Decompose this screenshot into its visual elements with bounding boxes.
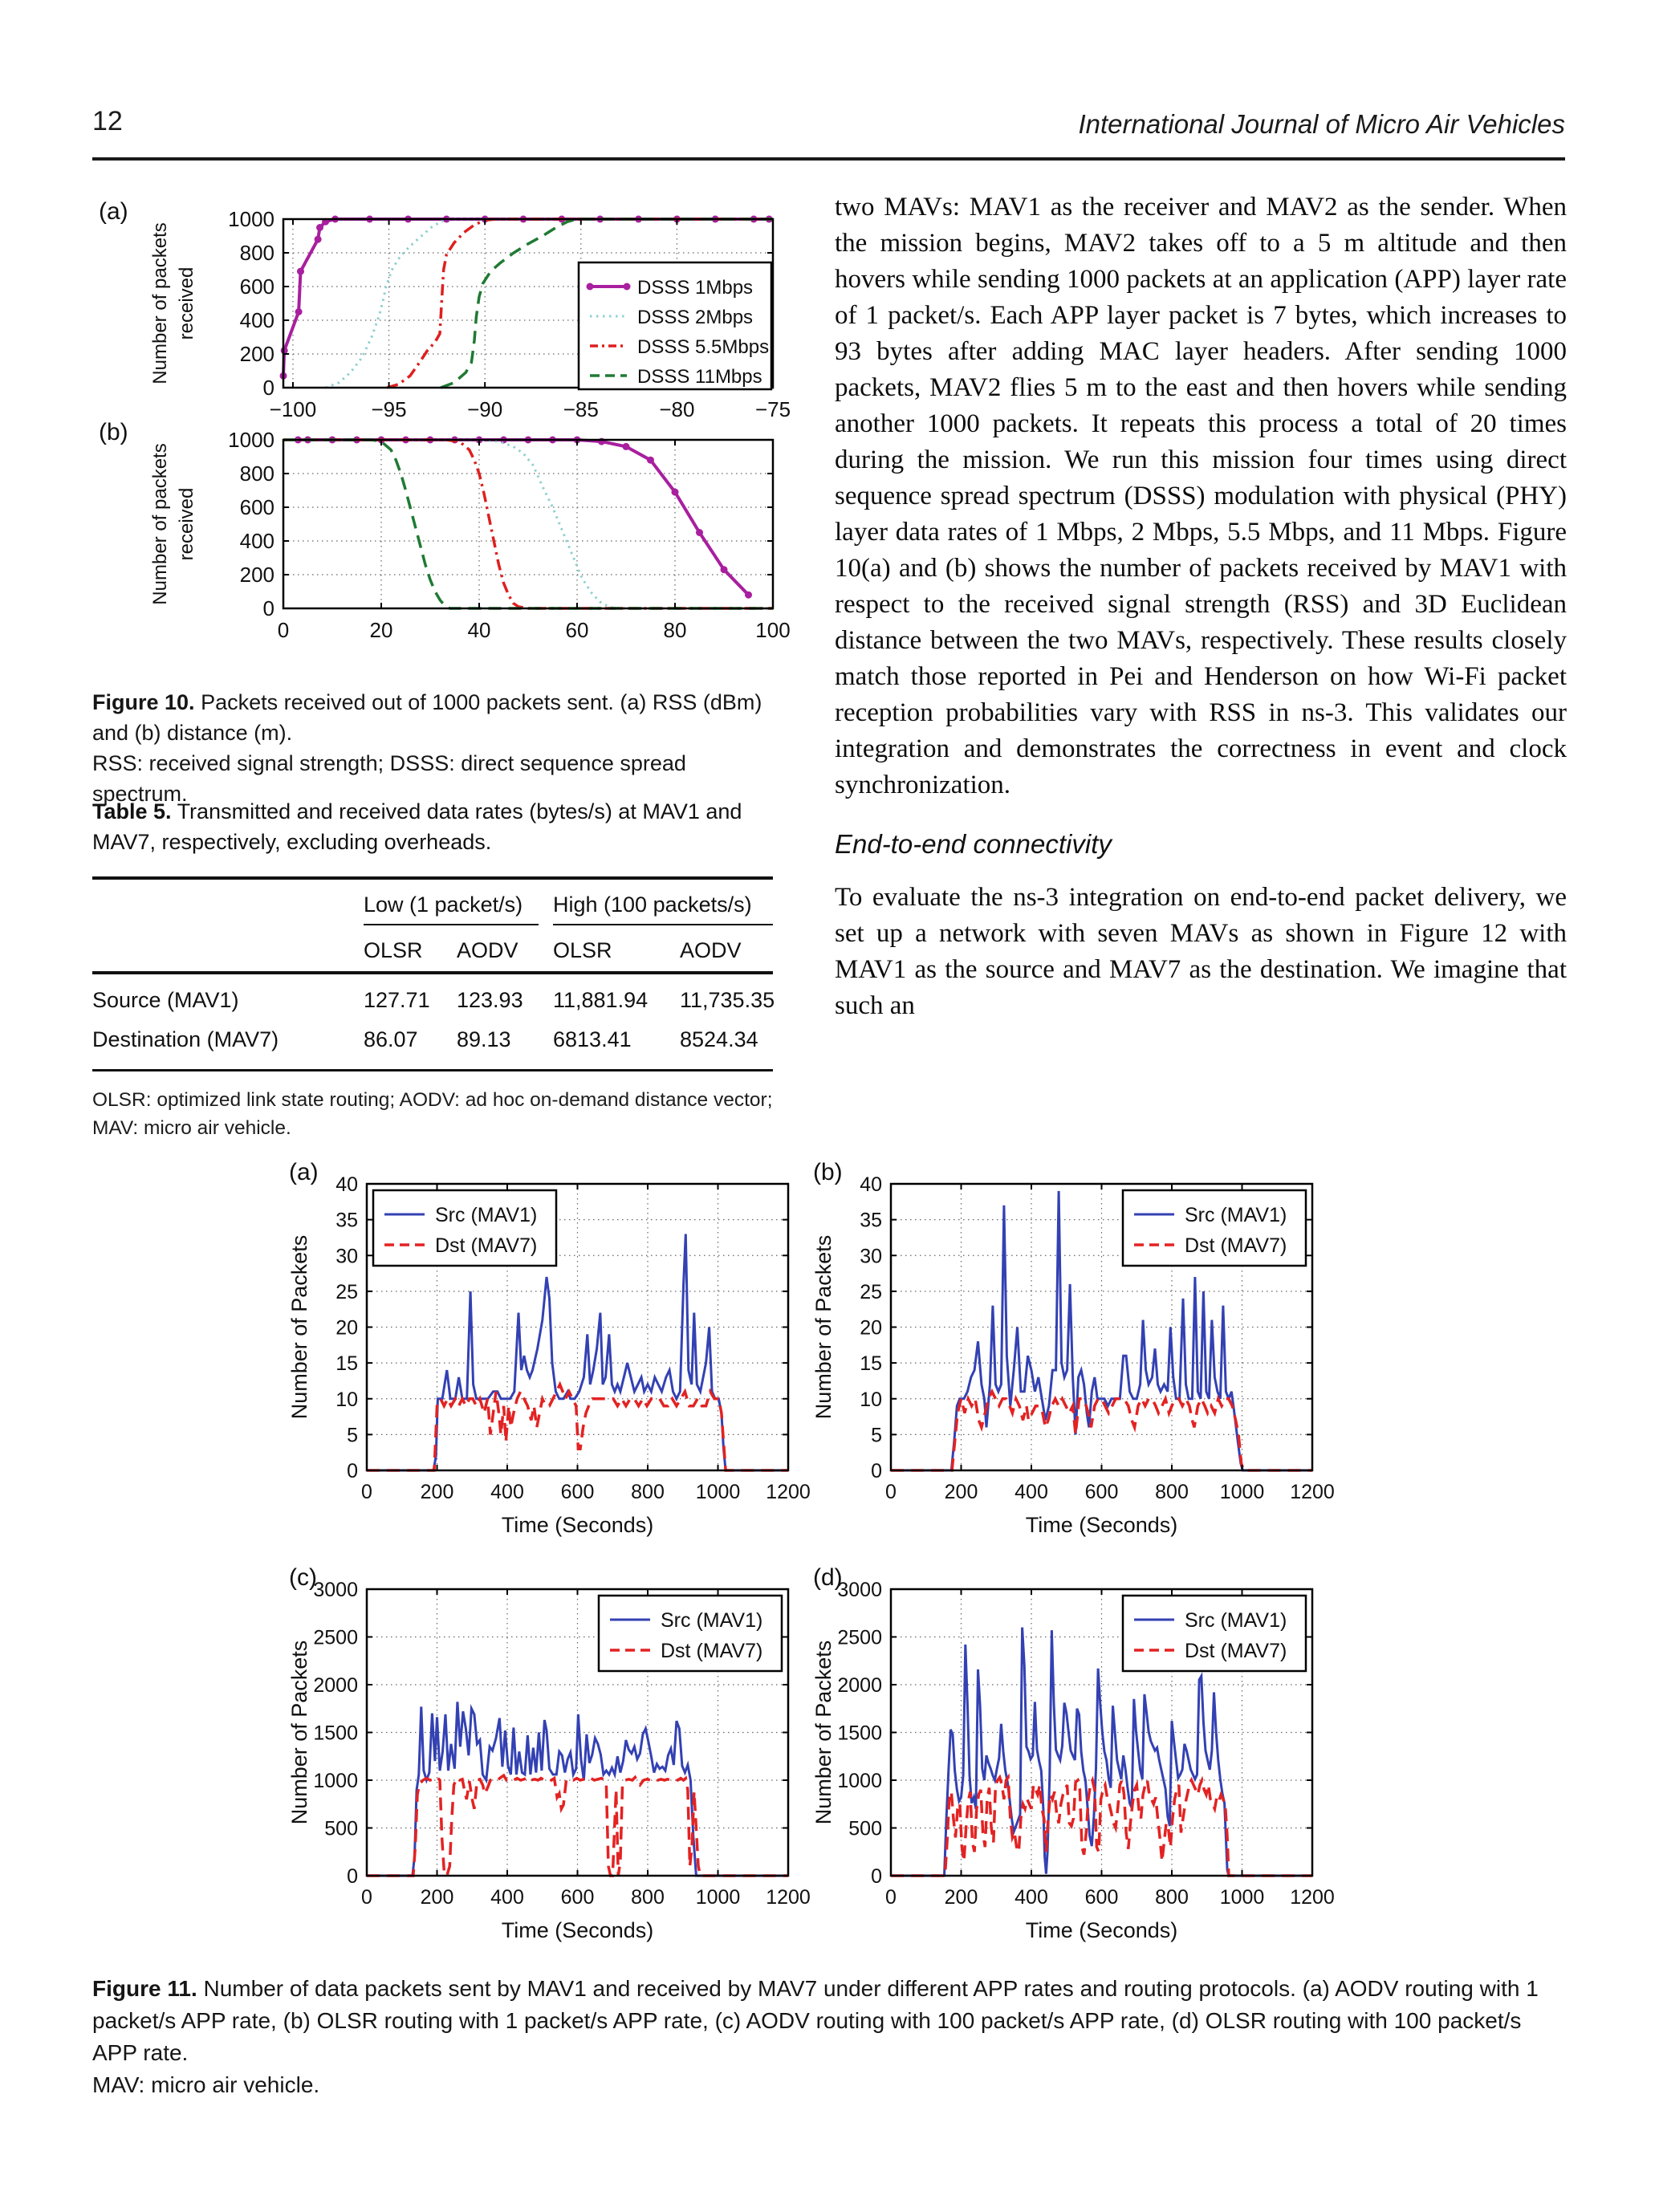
table5-cell: 123.93 — [457, 988, 523, 1012]
svg-text:800: 800 — [239, 462, 274, 486]
svg-text:−95: −95 — [371, 397, 407, 421]
svg-text:1000: 1000 — [1219, 1481, 1265, 1503]
fig11-panel-b-tag: (b) — [813, 1159, 843, 1185]
svg-text:5: 5 — [871, 1424, 882, 1447]
table5-group-row — [92, 880, 773, 925]
svg-text:Src (MAV1): Src (MAV1) — [1185, 1204, 1287, 1226]
fig11-panel-c-tag: (c) — [289, 1564, 317, 1591]
figure10-caption-note: RSS: received signal strength; DSSS: direct sequence spread spectrum. — [92, 751, 686, 806]
table5-group-low: Low (1 packet/s) — [364, 880, 539, 925]
svg-text:1000: 1000 — [228, 428, 274, 452]
svg-text:Dst (MAV7): Dst (MAV7) — [1185, 1640, 1287, 1662]
svg-text:0: 0 — [871, 1460, 882, 1482]
series-group — [283, 437, 773, 609]
series-DSSS 11Mbps — [283, 440, 773, 608]
svg-text:Src (MAV1): Src (MAV1) — [1185, 1609, 1287, 1632]
table5-header-aodv-low: AODV — [457, 938, 518, 962]
svg-text:Dst (MAV7): Dst (MAV7) — [1185, 1234, 1287, 1257]
svg-text:DSSS 5.5Mbps: DSSS 5.5Mbps — [637, 336, 770, 358]
body-paragraph-1: two MAVs: MAV1 as the receiver and MAV2 as the sender. When the mission begins, MAV2 takes off to a 5 m altitude and then hovers while sending 1000 packets at an application (APP) layer rate of 1 packet/s. Each APP layer packet is 7 bytes, which increases to 93 bytes after adding MAC layer headers. After sending 1000 packets, MAV2 flies 5 m to the east and then hovers while sending another 1000 packets. It repeats this process a total of 20 times during the mission. We run this mission four times using direct sequence spread spectrum (DSSS) modulation with physical (PHY) layer data rates of 1 Mbps, 2 Mbps, 5.5 Mbps, and 11 Mbps. Figure 10(a) and (b) shows the number of packets received by MAV1 with respect to the received signal strength (RSS) and 3D Euclidean distance between the two MAVs, respectively. These results closely match those reported in Pei and Henderson on how Wi-Fi packet reception probabilities vary with RSS in ns-3. This validates our integration and demonstrates the correctness in event and clock synchronization. — [835, 193, 1567, 799]
y-axis-label: Number of packets — [149, 443, 171, 605]
svg-text:600: 600 — [560, 1886, 595, 1909]
figure11-caption-label: Figure 11. — [92, 1976, 197, 2001]
series-DSSS 1Mbps — [298, 440, 748, 595]
table5-cell: 89.13 — [457, 1027, 511, 1051]
table5-row-destination-label: Destination (MAV7) — [92, 1027, 279, 1051]
body-column — [835, 189, 1567, 1024]
table5-title-text: Transmitted and received data rates (bytes/s) at MAV1 and MAV7, respectively, excluding overheads. — [92, 799, 742, 854]
series-DSSS 2Mbps — [283, 440, 773, 608]
svg-text:1000: 1000 — [228, 207, 274, 231]
svg-text:30: 30 — [335, 1245, 358, 1268]
figure11-panel-b-chart — [807, 1153, 1335, 1555]
svg-text:600: 600 — [1084, 1886, 1119, 1909]
y-axis-label: received — [176, 487, 197, 561]
svg-text:80: 80 — [663, 618, 687, 642]
svg-text:0: 0 — [347, 1460, 358, 1482]
svg-text:200: 200 — [420, 1886, 454, 1909]
svg-text:0: 0 — [262, 376, 274, 400]
svg-text:1200: 1200 — [766, 1886, 811, 1909]
svg-text:35: 35 — [860, 1209, 882, 1232]
legend — [373, 1190, 556, 1266]
svg-text:1000: 1000 — [1219, 1886, 1265, 1909]
table5-row-source — [92, 974, 773, 1020]
svg-text:−80: −80 — [659, 397, 695, 421]
svg-text:0: 0 — [871, 1865, 882, 1888]
table5-title-label: Table 5. — [92, 799, 172, 823]
svg-text:400: 400 — [239, 529, 274, 553]
svg-text:20: 20 — [335, 1316, 358, 1340]
legend — [599, 1596, 782, 1671]
svg-text:25: 25 — [335, 1280, 358, 1303]
table5 — [92, 796, 773, 1142]
y-axis-label: received — [176, 266, 197, 340]
figure10-caption — [92, 687, 784, 809]
table5-cell: 8524.34 — [680, 1027, 758, 1051]
x-axis-label: Time (Seconds) — [1025, 1918, 1178, 1942]
svg-text:800: 800 — [631, 1481, 665, 1503]
svg-text:2500: 2500 — [313, 1626, 358, 1649]
figure11-panel-a-chart — [283, 1153, 811, 1555]
svg-text:DSSS 11Mbps: DSSS 11Mbps — [637, 366, 762, 388]
table5-cell: 11,881.94 — [553, 988, 649, 1012]
svg-text:0: 0 — [885, 1886, 897, 1909]
svg-text:2500: 2500 — [837, 1626, 882, 1649]
svg-text:800: 800 — [1155, 1481, 1189, 1503]
svg-text:−90: −90 — [467, 397, 503, 421]
svg-text:400: 400 — [490, 1481, 524, 1503]
svg-text:1000: 1000 — [837, 1770, 882, 1792]
svg-text:400: 400 — [1015, 1886, 1048, 1909]
body-paragraph-2: To evaluate the ns-3 integration on end-to-end packet delivery, we set up a network with seven MAVs as shown in Figure 12 with MAV1 as the source and MAV7 as the destination. We imagine that such an — [835, 883, 1567, 1020]
figure11-panel-d-chart — [807, 1559, 1335, 1960]
svg-text:0: 0 — [361, 1481, 372, 1503]
svg-text:40: 40 — [467, 618, 491, 642]
y-axis-label: Number of Packets — [811, 1234, 836, 1420]
svg-text:100: 100 — [755, 618, 791, 642]
fig11-panel-d-tag: (d) — [813, 1564, 843, 1591]
svg-text:10: 10 — [335, 1388, 358, 1411]
table5-title — [92, 796, 773, 857]
table5-footnote: OLSR: optimized link state routing; AODV: ad hoc on-demand distance vector; MAV: micro air vehicle. — [92, 1088, 773, 1139]
svg-text:DSSS 2Mbps: DSSS 2Mbps — [637, 307, 754, 328]
table5-header-row — [92, 925, 773, 971]
svg-text:600: 600 — [1084, 1481, 1119, 1503]
header-rule — [92, 157, 1565, 161]
svg-text:15: 15 — [335, 1352, 358, 1376]
legend — [579, 262, 771, 389]
svg-text:30: 30 — [860, 1245, 882, 1268]
figure11-caption-main — [92, 1973, 1569, 2069]
svg-text:0: 0 — [347, 1865, 358, 1888]
svg-text:400: 400 — [239, 308, 274, 332]
svg-text:5: 5 — [347, 1424, 358, 1447]
svg-text:2000: 2000 — [313, 1674, 358, 1697]
svg-text:1500: 1500 — [313, 1722, 358, 1745]
series-DSSS 5.5Mbps — [283, 440, 773, 608]
table5-header-aodv-high: AODV — [680, 938, 742, 962]
page-number: 12 — [92, 106, 123, 136]
svg-text:800: 800 — [631, 1886, 665, 1909]
x-axis-label: Time (Seconds) — [1025, 1513, 1178, 1537]
svg-text:0: 0 — [277, 618, 290, 642]
svg-text:2000: 2000 — [837, 1674, 882, 1697]
svg-text:0: 0 — [361, 1886, 372, 1909]
table5-rule-bottom — [92, 1069, 773, 1071]
svg-text:15: 15 — [860, 1352, 882, 1376]
svg-text:200: 200 — [239, 563, 274, 587]
figure10-panel-a-chart — [147, 195, 789, 436]
svg-text:−85: −85 — [563, 397, 599, 421]
svg-text:600: 600 — [239, 274, 274, 299]
svg-text:3000: 3000 — [837, 1579, 882, 1601]
svg-text:500: 500 — [324, 1817, 358, 1840]
svg-text:40: 40 — [335, 1173, 358, 1196]
svg-text:Dst (MAV7): Dst (MAV7) — [435, 1234, 538, 1257]
svg-text:1200: 1200 — [1290, 1481, 1335, 1503]
svg-text:1200: 1200 — [1290, 1886, 1335, 1909]
table5-cell: 6813.41 — [553, 1027, 632, 1051]
legend — [1123, 1190, 1306, 1266]
svg-text:1200: 1200 — [766, 1481, 811, 1503]
table5-header-olsr-low: OLSR — [364, 938, 423, 962]
y-axis-label: Number of Packets — [811, 1640, 836, 1825]
svg-text:600: 600 — [560, 1481, 595, 1503]
svg-text:800: 800 — [239, 241, 274, 265]
svg-text:20: 20 — [369, 618, 393, 642]
figure11-panel-c-chart — [283, 1559, 811, 1960]
svg-text:−75: −75 — [754, 397, 791, 421]
legend — [1123, 1596, 1306, 1671]
axes — [283, 440, 773, 608]
table5-header-empty — [92, 950, 364, 971]
y-axis-label: Number of Packets — [287, 1640, 311, 1825]
table5-row-source-label: Source (MAV1) — [92, 988, 239, 1012]
svg-text:20: 20 — [860, 1316, 882, 1340]
table5-cell: 127.71 — [364, 988, 430, 1012]
figure11-caption-text: Number of data packets sent by MAV1 and received by MAV7 under different APP rates and routing protocols. (a) AODV routing with 1 packet/s APP rate, (b) OLSR routing with 1 packet/s APP rate, (c) AODV routing with 100 packet/s APP rate, (d) OLSR routing with 100 packet/s APP rate. — [92, 1976, 1539, 2065]
table5-row-destination — [92, 1020, 773, 1069]
svg-text:DSSS 1Mbps: DSSS 1Mbps — [637, 277, 754, 299]
figure10-caption-label: Figure 10. — [92, 690, 195, 714]
table5-cell: 11,735.35 — [680, 988, 775, 1012]
figure11-caption-note: MAV: micro air vehicle. — [92, 2072, 320, 2097]
svg-text:Src (MAV1): Src (MAV1) — [661, 1609, 763, 1632]
svg-text:35: 35 — [335, 1209, 358, 1232]
x-axis-label: Time (Seconds) — [501, 1918, 654, 1942]
svg-text:400: 400 — [1015, 1481, 1048, 1503]
journal-title: International Journal of Micro Air Vehicles — [1078, 109, 1565, 139]
figure10-caption-main — [92, 687, 784, 748]
fig10-panel-b-tag: (b) — [99, 419, 128, 445]
figure11-caption — [92, 1973, 1569, 2101]
svg-text:3000: 3000 — [313, 1579, 358, 1601]
svg-text:Dst (MAV7): Dst (MAV7) — [661, 1640, 763, 1662]
figure10-panel-b-chart — [147, 416, 789, 657]
y-axis-label: Number of Packets — [287, 1234, 311, 1420]
table5-header-olsr-high: OLSR — [553, 938, 612, 962]
svg-text:40: 40 — [860, 1173, 882, 1196]
table5-group-high: High (100 packets/s) — [553, 880, 773, 925]
svg-text:−100: −100 — [269, 397, 317, 421]
svg-text:200: 200 — [239, 342, 274, 366]
svg-text:1000: 1000 — [695, 1481, 741, 1503]
svg-text:25: 25 — [860, 1280, 882, 1303]
svg-text:200: 200 — [420, 1481, 454, 1503]
svg-text:200: 200 — [944, 1886, 978, 1909]
svg-text:500: 500 — [848, 1817, 882, 1840]
svg-text:0: 0 — [262, 596, 274, 620]
svg-text:800: 800 — [1155, 1886, 1189, 1909]
y-axis-label: Number of packets — [149, 222, 171, 384]
svg-text:1000: 1000 — [313, 1770, 358, 1792]
svg-text:0: 0 — [885, 1481, 897, 1503]
svg-text:1000: 1000 — [695, 1886, 741, 1909]
section-heading: End-to-end connectivity — [835, 829, 1112, 859]
svg-text:Src (MAV1): Src (MAV1) — [435, 1204, 538, 1226]
x-axis-label: Time (Seconds) — [501, 1513, 654, 1537]
fig11-panel-a-tag: (a) — [289, 1159, 319, 1185]
fig10-panel-a-tag: (a) — [99, 198, 128, 225]
svg-text:1500: 1500 — [837, 1722, 882, 1745]
svg-text:600: 600 — [239, 495, 274, 519]
svg-text:60: 60 — [565, 618, 589, 642]
series-Dst (MAV7) — [367, 1385, 788, 1470]
table5-cell: 86.07 — [364, 1027, 418, 1051]
svg-text:200: 200 — [944, 1481, 978, 1503]
svg-text:10: 10 — [860, 1388, 882, 1411]
svg-text:400: 400 — [490, 1886, 524, 1909]
figure10-caption-text: Packets received out of 1000 packets sent. (a) RSS (dBm) and (b) distance (m). — [92, 690, 762, 745]
grid — [283, 440, 773, 608]
